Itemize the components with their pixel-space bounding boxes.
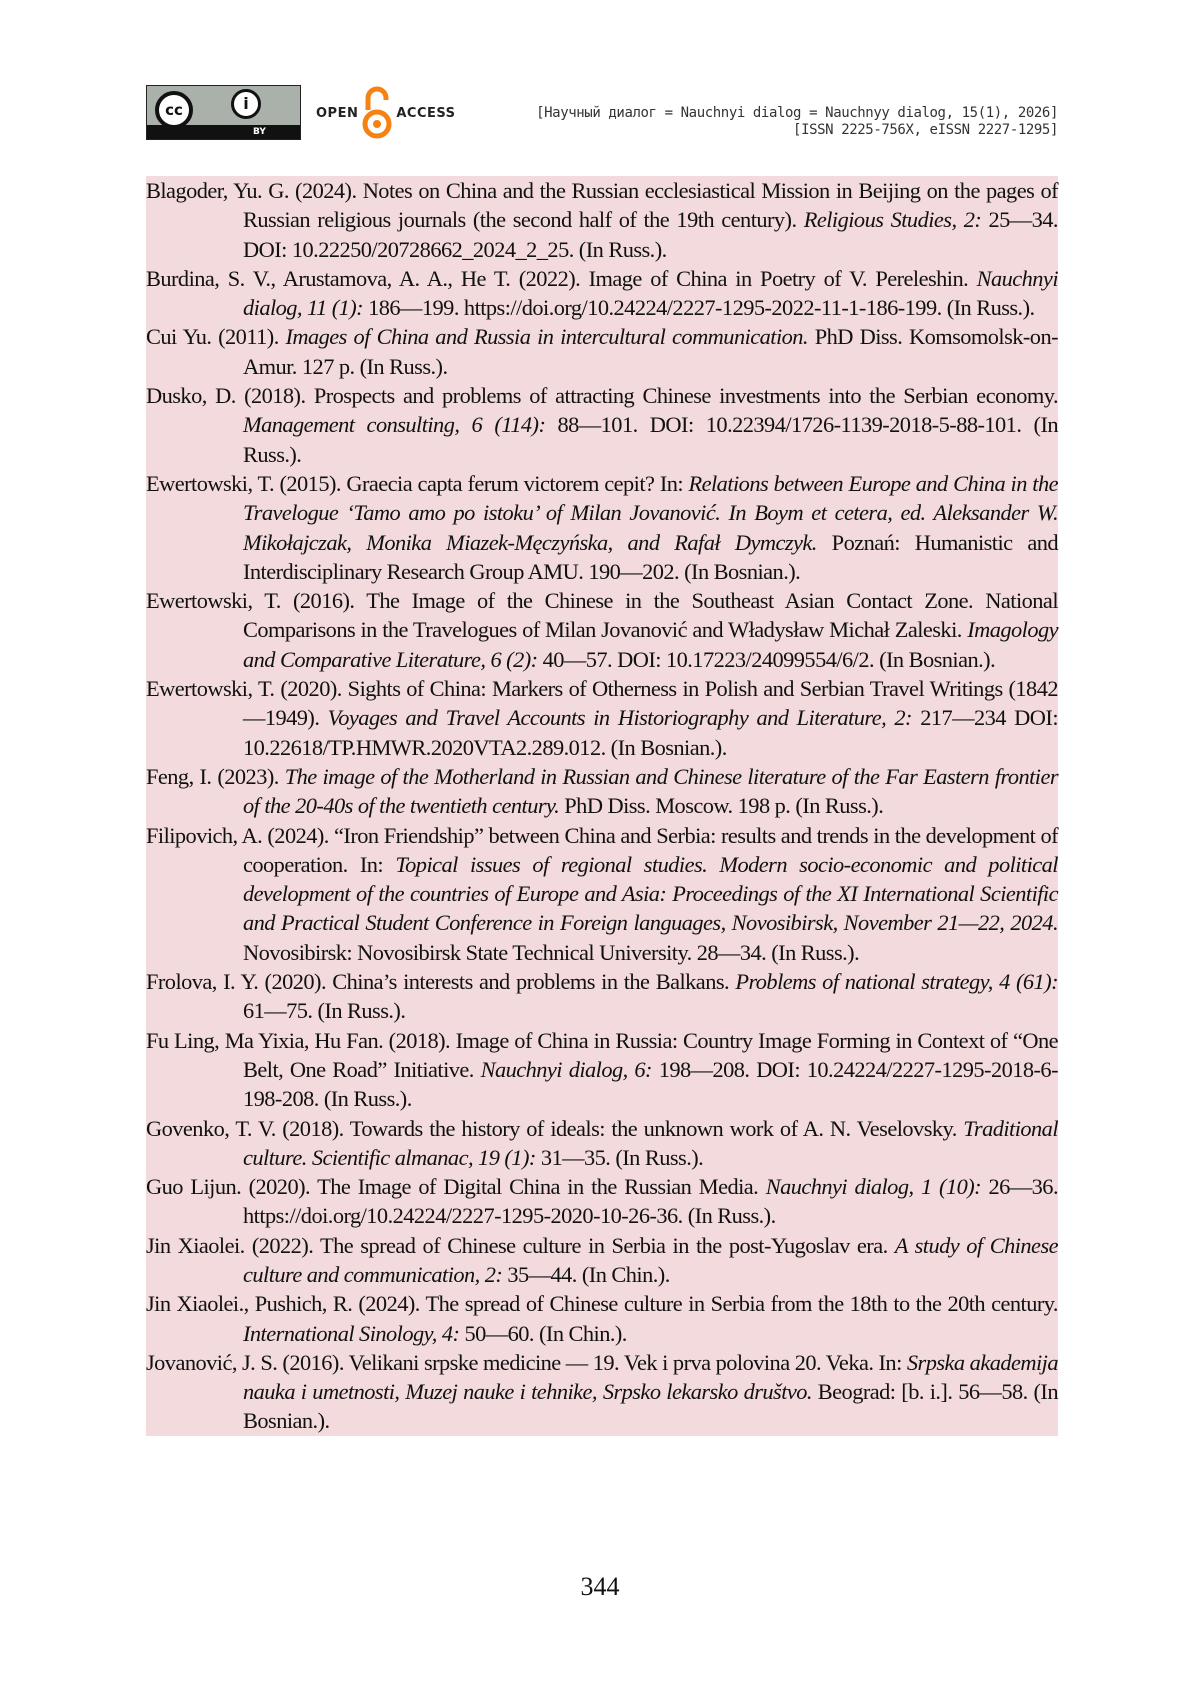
reference-entry <box>146 381 1058 469</box>
reference-text: Jin Xiaolei. (2022). The spread of Chinese culture in Serbia in the post-Yugoslav era. <box>146 1232 895 1258</box>
reference-source-italic: Srpska akademija nauka i umetnosti, Muzej nauke i tehnike, Srpsko lekarsko društvo. <box>243 1349 1058 1405</box>
reference-entry <box>146 1172 1058 1231</box>
reference-entry <box>146 674 1058 762</box>
reference-text: Govenko, T. V. (2018). Towards the history of ideals: the unknown work of A. N. Veselovsky. <box>146 1115 964 1141</box>
reference-text: Jin Xiaolei., Pushich, R. (2024). The spread of Chinese culture in Serbia from the 18th to the 20th century. <box>146 1291 1058 1317</box>
reference-source-italic: Relations between Europe and China in the Travelogue ‘Tamo amo po istoku’ of Milan Jovanović. In Boym et cetera, ed. Aleksander W. Mikołajczak, Monika Miazek-Męczyńska, and Rafał Dymczyk. <box>243 470 1058 555</box>
open-label: OPEN <box>316 105 359 121</box>
reference-text: 25—34. DOI: 10.22250/20728662_2024_2_25. (In Russ.). <box>243 207 1058 262</box>
reference-text: Ewertowski, T. (2015). Graecia capta ferum victorem cepit? In: <box>146 470 689 496</box>
reference-source-italic: Nauchnyi dialog, 6: <box>480 1056 652 1082</box>
reference-text: 50—60. (In Chin.). <box>459 1320 627 1346</box>
reference-entry <box>146 264 1058 323</box>
reference-text: 88—101. DOI: 10.22394/1726-1139-2018-5-88-101. (In Russ.). <box>243 412 1058 467</box>
reference-source-italic: Images of China and Russia in intercultural communication. <box>285 324 808 350</box>
reference-text: Ewertowski, T. (2016). The Image of the Chinese in the Southeast Asian Contact Zone. National Comparisons in the Travelogues of Milan Jovanović and Władysław Michał Zaleski. <box>146 588 1058 643</box>
cc-icon: cc <box>155 91 193 129</box>
reference-text: Beograd: [b. i.]. 56—58. (In Bosnian.). <box>243 1379 1058 1434</box>
reference-entry <box>146 1289 1058 1348</box>
reference-source-italic: Voyages and Travel Accounts in Historiography and Literature, 2: <box>327 705 912 731</box>
reference-entry <box>146 1026 1058 1114</box>
reference-entry <box>146 1114 1058 1173</box>
by-label: BY <box>219 125 300 139</box>
reference-source-italic: The image of the Motherland in Russian and Chinese literature of the Far Eastern frontier of the 20-40s of the twentieth century. <box>243 763 1059 819</box>
reference-text: PhD Diss. Komsomolsk-on-Amur. 127 p. (In Russ.). <box>243 324 1059 379</box>
issn-line: [ISSN 2225-756X, eISSN 2227-1295] <box>793 122 1058 138</box>
reference-source-italic: A study of Chinese culture and communication, 2: <box>243 1232 1058 1287</box>
reference-entry <box>146 322 1058 381</box>
reference-entry <box>146 586 1058 674</box>
reference-source-italic: Traditional culture. Scientific almanac, 19 (1): <box>243 1115 1058 1170</box>
reference-entry <box>146 1231 1058 1290</box>
reference-text: Poznań: Humanistic and Interdisciplinary Research Group AMU. 190—202. (In Bosnian.). <box>243 529 1059 584</box>
reference-text: Burdina, S. V., Arustamova, A. A., He T. (2022). Image of China in Poetry of V. Pereleshin. <box>146 265 977 291</box>
reference-text: 31—35. (In Russ.). <box>535 1144 704 1170</box>
reference-text: Jovanović, J. S. (2016). Velikani srpske medicine — 19. Vek i prva polovina 20. Veka. In: <box>146 1349 907 1375</box>
reference-text: Fu Ling, Ma Yixia, Hu Fan. (2018). Image of China in Russia: Country Image Forming in Context of “One Belt, One Road” Initiative. <box>146 1027 1058 1082</box>
cc-by-license-badge <box>146 85 301 140</box>
reference-text: Ewertowski, T. (2020). Sights of China: Markers of Otherness in Polish and Serbian Travel Writings (1842—1949). <box>146 676 1058 731</box>
page-number: 344 <box>580 1572 620 1601</box>
reference-source-italic: Management consulting, 6 (114): <box>243 412 546 438</box>
access-label: ACCESS <box>396 105 456 121</box>
reference-source-italic: Problems of national strategy, 4 (61): <box>735 969 1059 995</box>
reference-source-italic: Topical issues of regional studies. Modern socio-economic and political development of the countries of Europe and Asia: Proceedings of the XI International Scientific and Practical Student Conference in Foreign languages, Novosibirsk, November 21—22, 2024. <box>243 851 1058 936</box>
reference-source-italic: International Sinology, 4: <box>243 1320 460 1346</box>
reference-source-italic: Nauchnyi dialog, 1 (10): <box>765 1174 982 1200</box>
reference-source-italic: Nauchnyi dialog, 11 (1): <box>243 265 1058 321</box>
open-access-logo <box>316 85 456 141</box>
reference-text: 26—36. https://doi.org/10.24224/2227-1295-2020-10-26-36. (In Russ.). <box>243 1174 1058 1229</box>
reference-entry <box>146 967 1058 1026</box>
reference-text: 61—75. (In Russ.). <box>243 998 406 1024</box>
reference-text: Novosibirsk: Novosibirsk State Technical University. 28—34. (In Russ.). <box>243 939 860 965</box>
reference-text: Dusko, D. (2018). Prospects and problems of attracting Chinese investments into the Serbian economy. <box>146 383 1058 409</box>
attribution-person-icon: i <box>231 89 261 119</box>
journal-line: [Научный диалог = Nauchnyi dialog = Nauchnyy dialog, 15(1), 2026] <box>536 105 1058 121</box>
reference-entry <box>146 176 1058 264</box>
reference-text: PhD Diss. Moscow. 198 p. (In Russ.). <box>559 793 884 819</box>
reference-text: 186—199. https://doi.org/10.24224/2227-1295-2022-11-1-186-199. (In Russ.). <box>363 295 1035 321</box>
journal-citation <box>536 105 1058 139</box>
page-header <box>146 85 1058 141</box>
reference-list <box>146 176 1058 1436</box>
reference-text: Frolova, I. Y. (2020). China’s interests and problems in the Balkans. <box>146 969 736 995</box>
reference-entry <box>146 821 1058 967</box>
reference-text: 198—208. DOI: 10.24224/2227-1295-2018-6-198-208. (In Russ.). <box>243 1056 1058 1112</box>
reference-text: 35—44. (In Chin.). <box>502 1261 670 1287</box>
reference-source-italic: Religious Studies, 2: <box>803 207 982 233</box>
reference-entry <box>146 469 1058 586</box>
reference-text: Feng, I. (2023). <box>146 763 285 789</box>
reference-text: Cui Yu. (2011). <box>146 324 286 350</box>
reference-text: Guo Lijun. (2020). The Image of Digital China in the Russian Media. <box>146 1174 766 1200</box>
reference-text: Filipovich, A. (2024). “Iron Friendship” between China and Serbia: results and trends in the development of cooperation. In: <box>146 822 1058 877</box>
reference-text: 217—234 DOI: 10.22618/TP.HMWR.2020VTA2.289.012. (In Bosnian.). <box>243 705 1058 760</box>
reference-entry <box>146 1348 1058 1436</box>
open-lock-icon <box>361 86 393 140</box>
reference-entry <box>146 762 1058 821</box>
reference-source-italic: Imagology and Comparative Literature, 6 (2): <box>243 617 1058 672</box>
reference-text: Blagoder, Yu. G. (2024). Notes on China and the Russian ecclesiastical Mission in Beijing on the pages of Russian religious journals (the second half of the 19th century). <box>146 178 1058 233</box>
reference-text: 40—57. DOI: 10.17223/24099554/6/2. (In Bosnian.). <box>537 646 996 672</box>
